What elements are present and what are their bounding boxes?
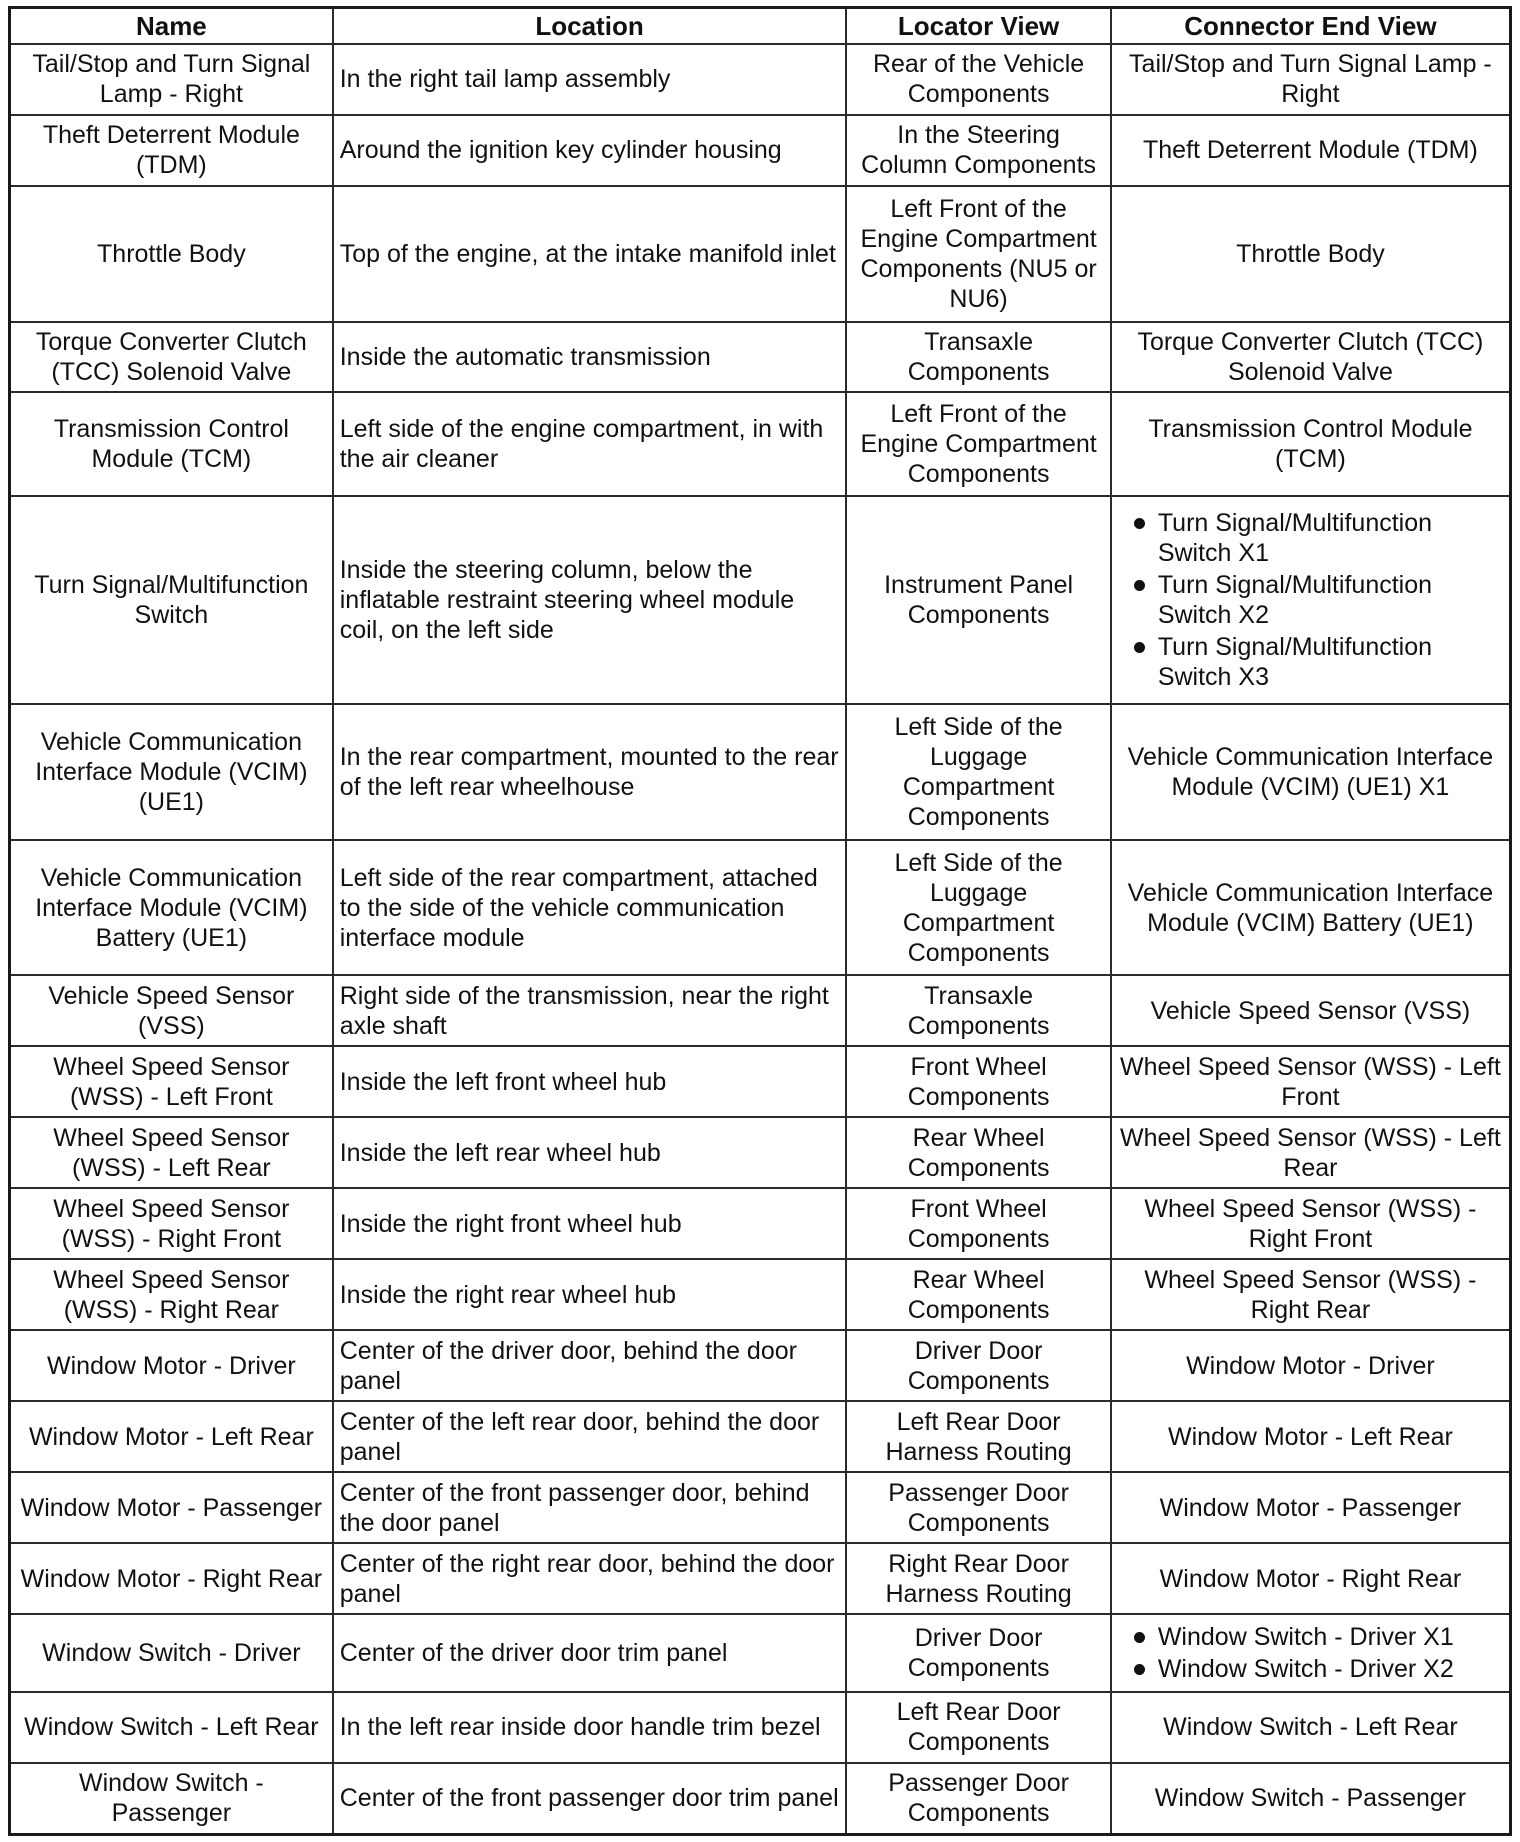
cell-connector-end-view (1111, 44, 1511, 115)
cell-name: Window Switch - Driver (10, 1614, 333, 1691)
cell-location: Center of the right rear door, behind the door panel (333, 1543, 847, 1614)
cell-locator-view: Driver Door Components (846, 1330, 1110, 1401)
connector-label: Transmission Control Module (TCM) (1148, 415, 1473, 474)
cell-connector-end-view (1111, 1401, 1511, 1472)
table-row (10, 1763, 1511, 1835)
component-locator-table-wrapper (8, 6, 1512, 1836)
cell-name: Wheel Speed Sensor (WSS) - Right Front (10, 1188, 333, 1259)
table-body (10, 44, 1511, 1835)
cell-locator-view: Left Rear Door Components (846, 1692, 1110, 1763)
cell-name: Window Motor - Passenger (10, 1472, 333, 1543)
cell-locator-view: Transaxle Components (846, 975, 1110, 1046)
cell-name: Wheel Speed Sensor (WSS) - Left Rear (10, 1117, 333, 1188)
cell-name: Window Motor - Right Rear (10, 1543, 333, 1614)
cell-connector-end-view (1111, 1046, 1511, 1117)
connector-list-item: Turn Signal/Multifunction Switch X3 (1118, 632, 1503, 692)
cell-locator-view: Front Wheel Components (846, 1046, 1110, 1117)
cell-location: In the rear compartment, mounted to the rear of the left rear wheelhouse (333, 704, 847, 840)
connector-label: Theft Deterrent Module (TDM) (1143, 136, 1478, 165)
cell-locator-view: Right Rear Door Harness Routing (846, 1543, 1110, 1614)
cell-location: Inside the right front wheel hub (333, 1188, 847, 1259)
cell-connector-end-view (1111, 1330, 1511, 1401)
connector-label: Window Motor - Passenger (1159, 1493, 1462, 1522)
connector-label: Vehicle Communication Interface Module (VCIM) (UE1) X1 (1127, 743, 1494, 802)
cell-connector-end-view (1111, 496, 1511, 705)
cell-location: Inside the steering column, below the inflatable restraint steering wheel module coil, on the left side (333, 496, 847, 705)
table-row (10, 186, 1511, 322)
connector-label: Wheel Speed Sensor (WSS) - Right Front (1144, 1194, 1477, 1253)
table-row (10, 115, 1511, 186)
cell-connector-end-view (1111, 1763, 1511, 1835)
connector-list-item: Turn Signal/Multifunction Switch X1 (1118, 508, 1503, 568)
table-row (10, 1330, 1511, 1401)
cell-location: Left side of the engine compartment, in with the air cleaner (333, 392, 847, 495)
cell-location: In the left rear inside door handle trim bezel (333, 1692, 847, 1763)
table-row (10, 840, 1511, 976)
table-row (10, 1117, 1511, 1188)
connector-list-item: Turn Signal/Multifunction Switch X2 (1118, 570, 1503, 630)
connector-label: Vehicle Communication Interface Module (VCIM) Battery (UE1) (1127, 878, 1494, 937)
cell-location: Right side of the transmission, near the right axle shaft (333, 975, 847, 1046)
cell-connector-end-view (1111, 840, 1511, 976)
cell-connector-end-view (1111, 1188, 1511, 1259)
connector-label: Window Motor - Left Rear (1168, 1422, 1453, 1451)
cell-location: Inside the left rear wheel hub (333, 1117, 847, 1188)
cell-name: Transmission Control Module (TCM) (10, 392, 333, 495)
header-row (10, 8, 1511, 45)
cell-location: Center of the front passenger door trim panel (333, 1763, 847, 1835)
header-name: Name (10, 8, 333, 45)
cell-location: Top of the engine, at the intake manifold inlet (333, 186, 847, 322)
header-locator-view: Locator View (846, 8, 1110, 45)
connector-label: Wheel Speed Sensor (WSS) - Left Rear (1120, 1123, 1501, 1182)
connector-label: Torque Converter Clutch (TCC) Solenoid Valve (1137, 327, 1484, 386)
cell-locator-view: Passenger Door Components (846, 1472, 1110, 1543)
connector-list (1118, 508, 1503, 692)
cell-locator-view: Passenger Door Components (846, 1763, 1110, 1835)
connector-label: Vehicle Speed Sensor (VSS) (1150, 996, 1471, 1025)
connector-label: Throttle Body (1236, 239, 1385, 268)
cell-connector-end-view (1111, 115, 1511, 186)
cell-name: Torque Converter Clutch (TCC) Solenoid Valve (10, 322, 333, 393)
connector-label: Wheel Speed Sensor (WSS) - Right Rear (1144, 1265, 1477, 1324)
table-row (10, 704, 1511, 840)
cell-location: Inside the left front wheel hub (333, 1046, 847, 1117)
cell-location: In the right tail lamp assembly (333, 44, 847, 115)
cell-locator-view: Instrument Panel Components (846, 496, 1110, 705)
cell-locator-view: Left Side of the Luggage Compartment Components (846, 704, 1110, 840)
cell-connector-end-view (1111, 1692, 1511, 1763)
table-row (10, 1259, 1511, 1330)
cell-location: Center of the driver door trim panel (333, 1614, 847, 1691)
cell-locator-view: Transaxle Components (846, 322, 1110, 393)
cell-name: Vehicle Communication Interface Module (VCIM) Battery (UE1) (10, 840, 333, 976)
cell-connector-end-view (1111, 392, 1511, 495)
cell-connector-end-view (1111, 1259, 1511, 1330)
cell-name: Turn Signal/Multifunction Switch (10, 496, 333, 705)
cell-connector-end-view (1111, 1472, 1511, 1543)
connector-list (1118, 1622, 1503, 1684)
table-row (10, 1472, 1511, 1543)
connector-label: Window Motor - Driver (1186, 1351, 1435, 1380)
cell-locator-view: In the Steering Column Components (846, 115, 1110, 186)
cell-name: Throttle Body (10, 186, 333, 322)
cell-locator-view: Driver Door Components (846, 1614, 1110, 1691)
cell-locator-view: Left Side of the Luggage Compartment Components (846, 840, 1110, 976)
cell-locator-view: Rear Wheel Components (846, 1117, 1110, 1188)
connector-list-item: Window Switch - Driver X2 (1118, 1654, 1503, 1684)
cell-location: Center of the front passenger door, behind the door panel (333, 1472, 847, 1543)
cell-name: Vehicle Communication Interface Module (VCIM) (UE1) (10, 704, 333, 840)
connector-label: Window Switch - Passenger (1154, 1784, 1467, 1813)
table-row (10, 1188, 1511, 1259)
cell-connector-end-view (1111, 1543, 1511, 1614)
cell-connector-end-view (1111, 322, 1511, 393)
cell-name: Wheel Speed Sensor (WSS) - Left Front (10, 1046, 333, 1117)
cell-name: Wheel Speed Sensor (WSS) - Right Rear (10, 1259, 333, 1330)
cell-location: Center of the driver door, behind the door panel (333, 1330, 847, 1401)
table-row (10, 44, 1511, 115)
cell-location: Inside the right rear wheel hub (333, 1259, 847, 1330)
header-connector-end-view: Connector End View (1111, 8, 1511, 45)
cell-location: Center of the left rear door, behind the door panel (333, 1401, 847, 1472)
cell-locator-view: Rear of the Vehicle Components (846, 44, 1110, 115)
cell-locator-view: Left Front of the Engine Compartment Components (846, 392, 1110, 495)
cell-locator-view: Rear Wheel Components (846, 1259, 1110, 1330)
cell-name: Theft Deterrent Module (TDM) (10, 115, 333, 186)
connector-label: Wheel Speed Sensor (WSS) - Left Front (1120, 1052, 1501, 1111)
cell-locator-view: Front Wheel Components (846, 1188, 1110, 1259)
cell-connector-end-view (1111, 186, 1511, 322)
header-location: Location (333, 8, 847, 45)
connector-list-item: Window Switch - Driver X1 (1118, 1622, 1503, 1652)
cell-name: Window Motor - Driver (10, 1330, 333, 1401)
table-row (10, 1692, 1511, 1763)
cell-name: Vehicle Speed Sensor (VSS) (10, 975, 333, 1046)
cell-locator-view: Left Front of the Engine Compartment Components (NU5 or NU6) (846, 186, 1110, 322)
cell-name: Window Motor - Left Rear (10, 1401, 333, 1472)
cell-locator-view: Left Rear Door Harness Routing (846, 1401, 1110, 1472)
cell-connector-end-view (1111, 704, 1511, 840)
cell-connector-end-view (1111, 1117, 1511, 1188)
connector-label: Tail/Stop and Turn Signal Lamp - Right (1129, 50, 1492, 109)
table-row (10, 1401, 1511, 1472)
table-row (10, 322, 1511, 393)
cell-location: Around the ignition key cylinder housing (333, 115, 847, 186)
cell-connector-end-view (1111, 975, 1511, 1046)
cell-name: Window Switch - Left Rear (10, 1692, 333, 1763)
cell-location: Left side of the rear compartment, attached to the side of the vehicle communication interface module (333, 840, 847, 976)
component-locator-table (8, 6, 1512, 1836)
cell-connector-end-view (1111, 1614, 1511, 1691)
table-row (10, 496, 1511, 705)
connector-label: Window Switch - Left Rear (1163, 1713, 1458, 1742)
table-row (10, 1614, 1511, 1691)
table-row (10, 1046, 1511, 1117)
table-row (10, 975, 1511, 1046)
cell-location: Inside the automatic transmission (333, 322, 847, 393)
connector-label: Window Motor - Right Rear (1159, 1564, 1462, 1593)
table-row (10, 1543, 1511, 1614)
cell-name: Window Switch - Passenger (10, 1763, 333, 1835)
table-row (10, 392, 1511, 495)
cell-name: Tail/Stop and Turn Signal Lamp - Right (10, 44, 333, 115)
